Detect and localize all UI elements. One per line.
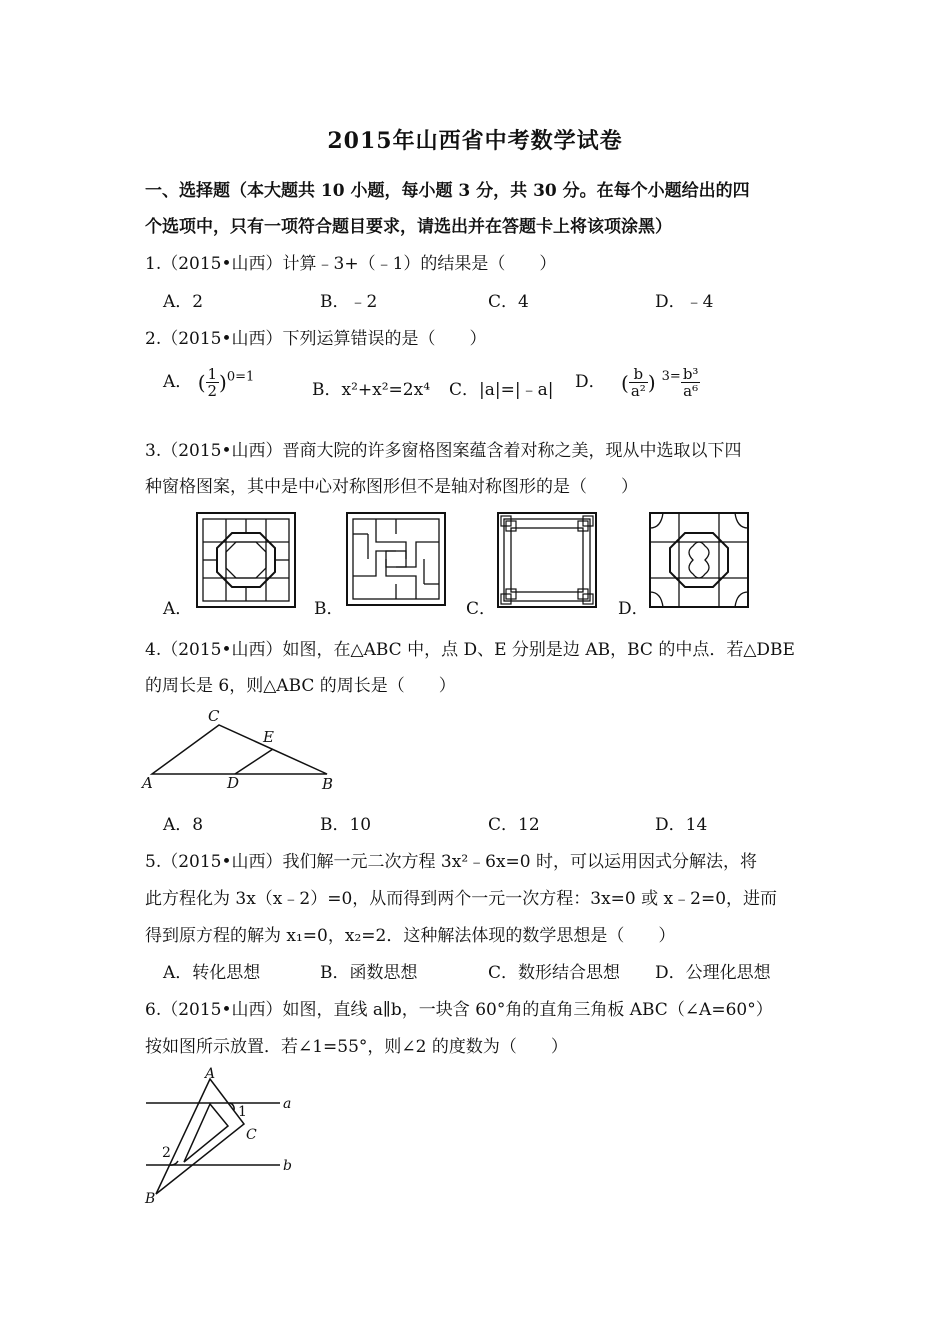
q1-option-d: D．﹣4 [655, 292, 714, 312]
point-a-label: A [205, 1066, 216, 1082]
q1-option-c: C．4 [488, 292, 529, 312]
q2-option-a: A． ( $\frac{1}{2}$ )$^{0=1}$ [163, 365, 255, 400]
q4-option-b: B．10 [320, 815, 372, 835]
q2-a-denominator: 2 [207, 382, 218, 400]
window-pattern-d [649, 512, 749, 608]
point-d-label: D [227, 774, 240, 792]
q3-label-c: C． [466, 599, 497, 619]
window-pattern-b [346, 512, 446, 606]
q3-label-b: B． [314, 599, 344, 619]
line-b-label: b [283, 1158, 292, 1174]
q2-option-b: B．x²+x²=2x⁴ [312, 380, 431, 400]
angle-2-label: 2 [162, 1145, 171, 1161]
parallel-lines-triangle-figure [140, 1064, 310, 1209]
point-a-label: A [142, 774, 153, 792]
q2-d-numerator2: b³ [682, 365, 699, 383]
q2-d-numerator: b [629, 366, 648, 383]
q5-option-c: C．数形结合思想 [488, 963, 621, 983]
triangle-abc [152, 725, 327, 774]
q2-option-d-label: D． [575, 372, 606, 392]
triangle-ruler-outer [156, 1079, 244, 1194]
point-b-label: B [322, 775, 334, 793]
q4-stem-line2: 的周长是 6，则△ABC 的周长是（ ） [145, 676, 456, 696]
q2-d-denominator2: a⁶ [683, 382, 699, 400]
q2-d-mid: 3= [661, 369, 681, 385]
line-a-label: a [283, 1096, 292, 1112]
q5-stem-line2: 此方程化为 3x（x﹣2）=0，从而得到两个一元一次方程：3x=0 或 x﹣2=0，进而 [145, 889, 778, 909]
q5-stem-line3: 得到原方程的解为 x₁=0，x₂=2．这种解法体现的数学思想是（ ） [145, 926, 676, 946]
section-heading-line1: 一、选择题（本大题共 10 小题，每小题 3 分，共 30 分。在每个小题给出的四 [145, 181, 750, 201]
q2-option-a-label: A． [163, 372, 193, 392]
page-title: 2015年山西省中考数学试卷 [327, 128, 623, 154]
window-pattern-a [196, 512, 296, 608]
q4-option-d: D．14 [655, 815, 708, 835]
q3-label-d: D． [618, 599, 649, 619]
q3-stem-line1: 3.（2015•山西）晋商大院的许多窗格图案蕴含着对称之美，现从中选取以下四 [145, 441, 742, 461]
point-e-label: E [263, 728, 274, 746]
q5-option-b: B．函数思想 [320, 963, 418, 983]
q3-stem-line2: 种窗格图案，其中是中心对称图形但不是轴对称图形的是（ ） [145, 477, 638, 497]
q2-stem: 2.（2015•山西）下列运算错误的是（ ） [145, 329, 487, 349]
segment-de [235, 749, 273, 774]
q1-option-a: A．2 [163, 292, 204, 312]
q1-option-b: B．﹣2 [320, 292, 378, 312]
q5-option-d: D．公理化思想 [655, 963, 771, 983]
q2-d-denominator: a² [630, 382, 646, 400]
q4-option-c: C．12 [488, 815, 540, 835]
window-pattern-c [497, 512, 597, 608]
point-c-label: C [208, 707, 220, 725]
point-c-label: C [246, 1127, 257, 1143]
q1-stem: 1.（2015•山西）计算﹣3+（﹣1）的结果是（ ） [145, 254, 557, 274]
q5-option-a: A．转化思想 [163, 963, 261, 983]
q2-a-tail: 0=1 [226, 369, 255, 385]
point-b-label: B [145, 1191, 156, 1207]
q2-option-c: C．|a|=|﹣a| [449, 380, 554, 400]
q4-stem-line1: 4.（2015•山西）如图，在△ABC 中，点 D、E 分别是边 AB，BC 的中点．若△DBE [145, 640, 795, 660]
q2-a-numerator: 1 [207, 365, 218, 383]
q6-stem-line1: 6.（2015•山西）如图，直线 a∥b，一块含 60°角的直角三角板 ABC（∠A=60°） [145, 1000, 773, 1020]
q2-option-d: D． ( $\frac{b}{\text{a²}}$ ) $^{3=}$ $\frac{\text{b³}}{\text{a⁶}}$ [575, 365, 699, 400]
q3-label-a: A． [163, 599, 193, 619]
angle-1-label: 1 [238, 1104, 247, 1120]
section-heading-line2: 个选项中，只有一项符合题目要求，请选出并在答题卡上将该项涂黑） [145, 217, 672, 237]
q6-stem-line2: 按如图所示放置．若∠1=55°，则∠2 的度数为（ ） [145, 1037, 568, 1057]
q5-stem-line1: 5.（2015•山西）我们解一元二次方程 3x²﹣6x=0 时，可以运用因式分解法，将 [145, 852, 757, 872]
q4-option-a: A．8 [163, 815, 204, 835]
triangle-abc-figure [140, 704, 340, 794]
